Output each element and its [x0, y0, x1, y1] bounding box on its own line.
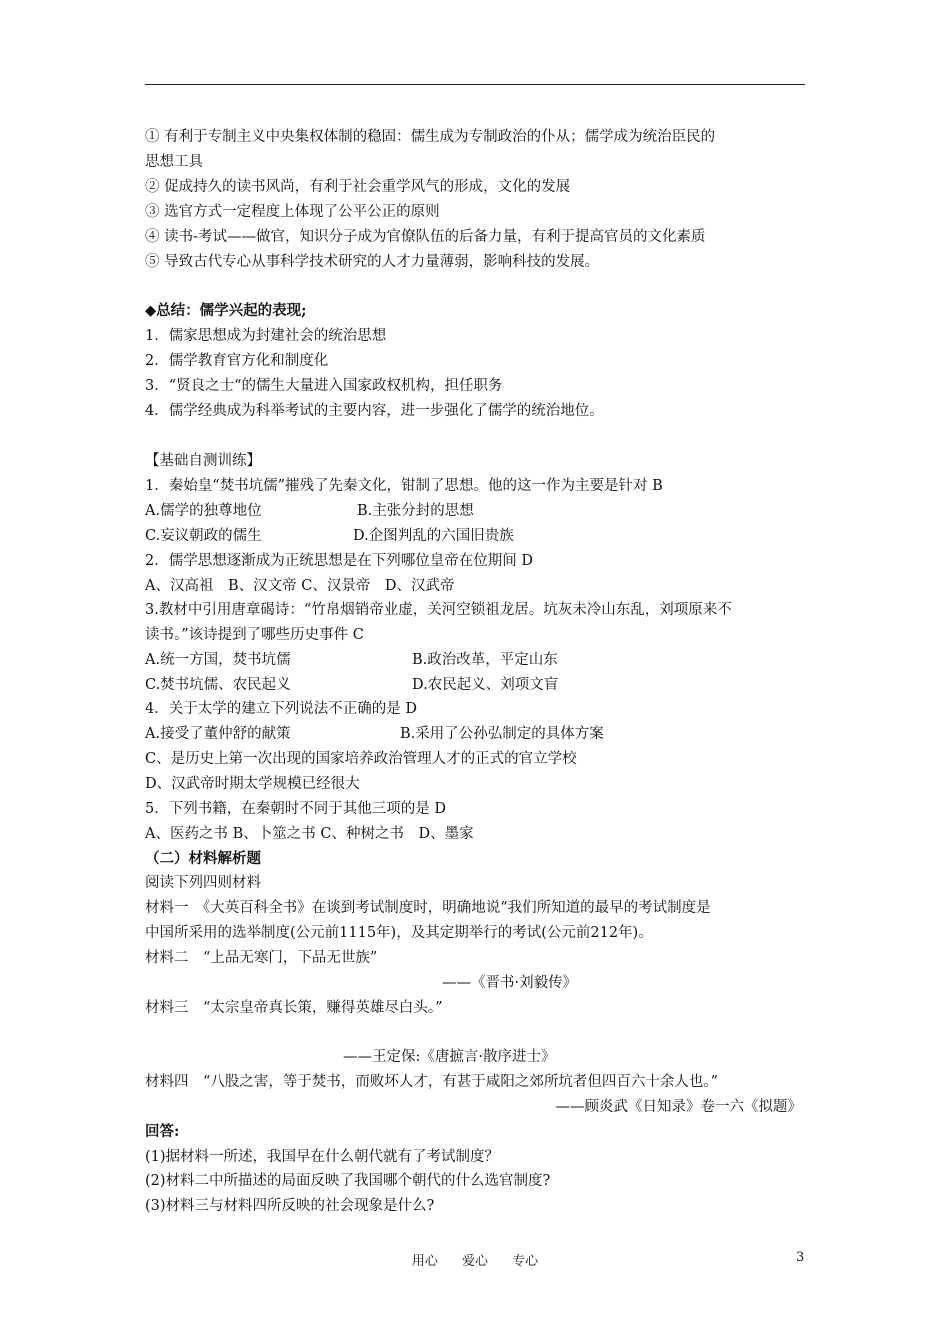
answer-question-1: (1)据材料一所述，我国早在什么朝代就有了考试制度？: [145, 1149, 500, 1165]
effect-1-cont: 思想工具: [145, 154, 203, 170]
q4-option-d: D、汉武帝时期太学规模已经很大: [145, 776, 360, 792]
material-1: 材料一 《大英百科全书》在谈到考试制度时，明确地说“我们所知道的最早的考试制度是: [145, 900, 711, 916]
q1-option-d: D.企图判乱的六国旧贵族: [353, 528, 514, 544]
footer-word-1: 用心: [411, 1254, 438, 1269]
summary-item-1: 1．儒家思想成为封建社会的统治思想: [145, 328, 387, 344]
q4-option-a: A.接受了董仲舒的献策: [145, 726, 291, 742]
q1-option-b: B.主张分封的思想: [357, 503, 474, 519]
page-number: 3: [796, 1250, 805, 1265]
q3-option-b: B.政治改革，平定山东: [412, 652, 558, 668]
material-4: 材料四 “八股之害，等于焚书，而败坏人才，有甚于咸阳之郊所坑者但四百六十余人也。”: [145, 1074, 719, 1090]
question-1: 1．秦始皇“焚书坑儒”摧残了先秦文化，钳制了思想。他的这一作为主要是针对 B: [145, 478, 663, 494]
materials-heading: （二）材料解析题: [145, 850, 261, 867]
material-1-cont: 中国所采用的选举制度(公元前1115年)，及其定期举行的考试(公元前212年)。: [145, 925, 653, 941]
question-4: 4．关于太学的建立下列说法不正确的是 D: [145, 701, 417, 717]
summary-heading: ◆总结：儒学兴起的表现;: [145, 302, 307, 319]
question-3: 3.教材中引用唐章碣诗：“竹帛烟销帝业虚，关河空锁祖龙居。坑灰未冷山东乱，刘项原来不: [145, 602, 732, 618]
effect-5: ⑤ 导致古代专心从事科学技术研究的人才力量薄弱，影响科技的发展。: [145, 254, 600, 270]
q3-option-c: C.焚书坑儒、农民起义: [145, 677, 291, 693]
material-3: 材料三 “太宗皇帝真长策，赚得英雄尽白头。”: [145, 1000, 443, 1016]
question-2: 2．儒学思想逐渐成为正统思想是在下列哪位皇帝在位期间 D: [145, 553, 533, 569]
q1-option-a: A.儒学的独尊地位: [145, 503, 262, 519]
summary-item-3: 3．“贤良之士“的儒生大量进入国家政权机构，担任职务: [145, 378, 503, 394]
footer-word-3: 专心: [512, 1254, 539, 1269]
material-2-source: ——《晋书·刘毅传》: [442, 975, 578, 991]
practice-heading: 【基础自测训练】: [145, 453, 261, 469]
q3-option-a: A.统一方国，焚书坑儒: [145, 652, 291, 668]
material-2: 材料二 “上品无寒门，下品无世族”: [145, 950, 378, 966]
q1-option-c: C.妄议朝政的儒生: [145, 528, 262, 544]
q4-option-c: C、是历史上第一次出现的国家培养政治管理人才的正式的官立学校: [145, 751, 577, 767]
q3-option-d: D.农民起义、刘项文盲: [412, 677, 559, 693]
footer-word-2: 爱心: [461, 1254, 488, 1269]
answer-question-3: (3)材料三与材料四所反映的社会现象是什么?: [145, 1198, 435, 1214]
page-footer: [0, 1250, 950, 1269]
q4-option-b: B.采用了公孙弘制定的具体方案: [400, 726, 604, 742]
effect-1: ① 有利于专制主义中央集权体制的稳固：儒生成为专制政治的仆从；儒学成为统治臣民的: [145, 129, 716, 145]
answer-heading: 回答:: [145, 1123, 180, 1140]
answer-question-2: (2)材料二中所描述的局面反映了我国哪个朝代的什么选官制度?: [145, 1173, 551, 1189]
q5-options: A、医药之书 B、卜筮之书 C、种树之书 D、墨家: [145, 826, 474, 842]
q2-options: A、汉高祖 B、汉文帝 C、汉景帝 D、汉武帝: [145, 578, 455, 594]
material-4-source: ——顾炎武《日知录》卷一六《拟题》: [555, 1099, 802, 1115]
summary-item-2: 2．儒学教育官方化和制度化: [145, 353, 329, 369]
question-3-cont: 读书。”该诗提到了哪些历史事件 C: [145, 627, 364, 643]
material-3-source: ——王定保:《唐摭言·散序进士》: [343, 1049, 556, 1065]
effect-4: ④ 读书-考试——做官，知识分子成为官僚队伍的后备力量，有利于提高官员的文化素质: [145, 229, 706, 245]
effect-3: ③ 选官方式一定程度上体现了公平公正的原则: [145, 204, 440, 220]
materials-intro: 阅读下列四则材料: [145, 875, 261, 891]
header-rule: [145, 84, 805, 85]
question-5: 5．下列书籍，在秦朝时不同于其他三项的是 D: [145, 801, 446, 817]
summary-item-4: 4．儒学经典成为科举考试的主要内容，进一步强化了儒学的统治地位。: [145, 403, 604, 419]
effect-2: ② 促成持久的读书风尚，有利于社会重学风气的形成，文化的发展: [145, 179, 571, 195]
